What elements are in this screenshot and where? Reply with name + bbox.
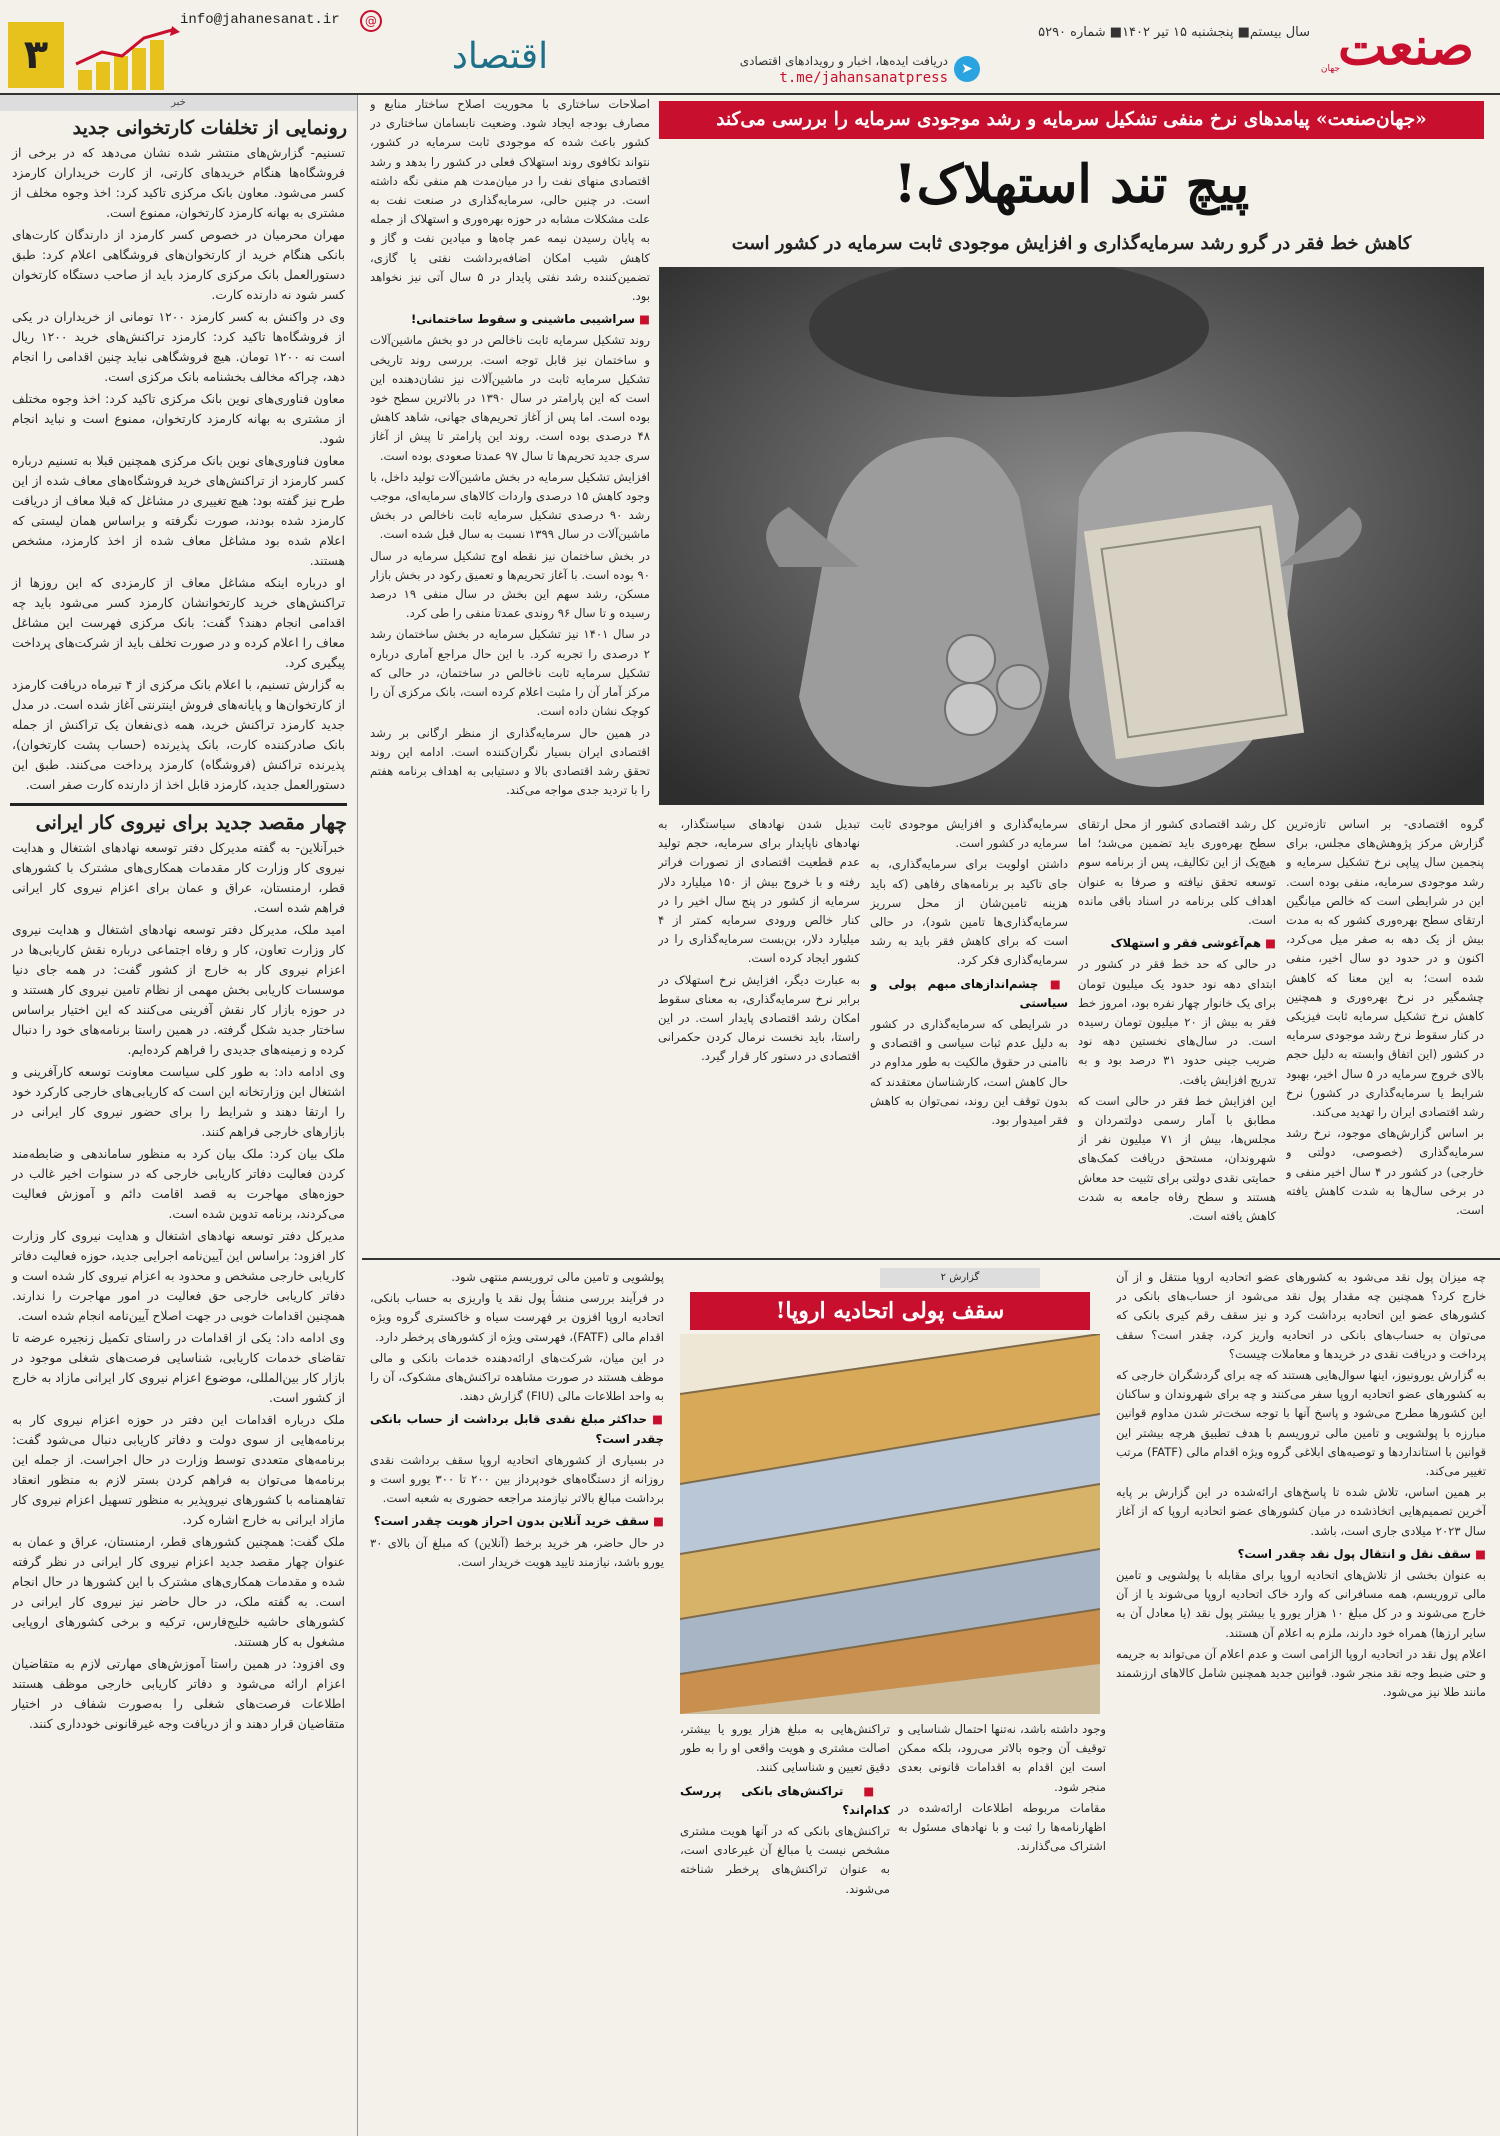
story-kicker-bar: «جهان‌صنعت» پیامدهای نرخ منفی تشکیل سرمایه و رشد موجودی سرمایه را بررسی می‌کند xyxy=(659,101,1484,139)
main-story xyxy=(362,95,1500,1253)
story-body-card-reader xyxy=(0,143,357,795)
second-story-title: سقف پولی اتحادیه اروپا! xyxy=(690,1292,1090,1330)
paragraph: سرمایه‌گذاری و افزایش موجودی ثابت سرمایه در کشور است. xyxy=(870,817,1068,851)
email-icon: @ xyxy=(360,10,382,32)
paragraph: مدیرکل دفتر توسعه نهادهای اشتغال و هدایت نیروی کار وزارت کار افزود: براساس این آیین‌نامه اجرایی جدید، حوزه فعالیت دفاتر کاریابی خارجی مشخص و محدود به اعزام نیروی کار شده است و دفاتر کاریابی خارجی حق فعالیت در امور مهاجرت را ندارند. همچنین اقدامات خوبی در جهت اصلاح آیین‌نامه انجام شده است. xyxy=(12,1229,345,1323)
news-column xyxy=(0,95,358,2136)
paragraph: وی ادامه داد: به طور کلی سیاست معاونت توسعه کارآفرینی و اشتغال این وزارتخانه این است که کاریابی‌های خارجی کارکرد خود را ارتقا دهند و شرایط را برای حضور نیروی کار ایرانی در بازارهای خارجی فراهم کنند. xyxy=(12,1065,345,1139)
paragraph: تسنیم- گزارش‌های منتشر شده نشان می‌دهد که در برخی از فروشگاه‌ها هنگام خریدهای کارتی، از کارت خریداران کارمزد کسر می‌شود. معاون بانک مرکزی تاکید کرد: اخذ وجوه مخلف از مشتری به بهانه کارمزد کارتخوان، ممنوع است. xyxy=(12,146,345,220)
story-body-labor xyxy=(0,838,357,1734)
subheading: ■ سقف نقل و انتقال پول نقد چقدر است؟ xyxy=(1116,1545,1486,1564)
telegram-promo[interactable] xyxy=(650,50,980,90)
paragraph: به گزارش تسنیم، با اعلام بانک مرکزی از ۴ تیرماه دریافت کارمزد از کارتخوان‌ها و پایانه‌های فروش اینترنتی آغاز شده است. در مدل جدید کارمزد تراکنش خرید، همه ذی‌نفعان یک تراکنش از جمله بانک صادرکننده کارت، بانک پذیرنده (حساب پشت کارتخوان)، پذیرنده تراکنش (فروشگاه) کارمزد پرداخت می‌کنند. طبق این دستورالعمل جدید، کارمزد قابل اخذ از دارنده کارت صفر است. xyxy=(12,678,345,792)
paragraph: در همین حال سرمایه‌گذاری از منظر ارگانی بر رشد اقتصادی ایران بسیار نگران‌کننده است. ادامه این روند تحقق رشد اقتصادی بالا و دستیابی به اهداف برنامه هفتم را با تردید جدی مواجه می‌کند. xyxy=(370,725,650,798)
coins-growth-icon xyxy=(72,26,182,90)
logo-subtitle: جهان xyxy=(1320,64,1340,74)
subheading: ■ سراشیبی ماشینی و سقوط ساختمانی! xyxy=(370,310,650,329)
telegram-caption: دریافت ایده‌ها، اخبار و رویدادهای اقتصادی xyxy=(739,54,948,68)
article-column-3 xyxy=(870,815,1068,1245)
paragraph: وی در واکنش به کسر کارمزد ۱۲۰۰ تومانی از خریداران در یکی از فروشگاه‌ها تاکید کرد: کارمزد تراکنش‌های خرید ۱۲۰۰ ریال است نه ۱۲۰۰ تومان. هیچ فروشگاهی نباید چنین اقدامی را انجام دهد، چراکه مخالف بخشنامه بانک مرکزی است. xyxy=(12,310,346,384)
telegram-icon: ➤ xyxy=(954,56,980,82)
paragraph: مهران محرمیان در خصوص کسر کارمزد از دارندگان کارت‌های بانکی هنگام خرید از کارتخوان‌های فروشگاهی اعلام کرد: طبق دستورالعمل بانک مرکزی کارمزد باید از صاحب دستگاه کارتخوان کسر شود نه دارنده کارت. xyxy=(12,228,345,302)
paragraph: در بخش ساختمان نیز نقطه اوج تشکیل سرمایه در سال ۹۰ بوده است. با آغاز تحریم‌ها و تعمیق رکود در بخش بازار مسکن، رشد سهم این بخش در سال منفی ۱۹ درصد رسیده و تا سال ۹۶ روندی عمدتا منفی را طی کرد. xyxy=(370,548,650,621)
paragraph: اعلام پول نقد در اتحادیه اروپا الزامی است و عدم اعلام آن می‌تواند به جریمه و حتی ضبط وجه نقد منجر شود. قوانین جدید همچنین شامل کالاهای ارزشمند مانند طلا نیز می‌شود. xyxy=(1116,1646,1486,1700)
news-kicker: خبر xyxy=(0,95,357,111)
paragraph: به عبارت دیگر، افزایش نرخ استهلاک در برابر نرخ سرمایه‌گذاری، به معنای سقوط امکان رشد اقتصادی پایدار است. در این راستا، باید نخست نرمال کردن حکمرانی اقتصادی در دستور کار قرار گیرد. xyxy=(658,972,860,1064)
subheading: ■ تراکنش‌های بانکی پررسک کدام‌اند؟ xyxy=(680,1782,890,1820)
paragraph: این افزایش خط فقر در حالی است که مطابق با آمار رسمی دولتمردان و مجلس‌ها، بیش از ۷۱ میلیون نفر از شهروندان، مستحق دریافت کمک‌های حمایتی نقدی دولتی برای تثبیت حد معاش هستند و سطح رفاه جامعه به شدت کاهش یافته است. xyxy=(1078,1093,1276,1224)
paragraph: تبدیل شدن نهادهای سیاستگذار، به نهادهای ناپایدار برای سرمایه، حجم تولید عدم قطعیت اقتصادی از تصورات فراتر رفته و با خروج بیش از ۱۵۰ میلیارد دلار سرمایه از کشور در پنج سال اخیر را در کنار خالص ورودی سرمایه کمتر از ۴ میلیارد دلار، بن‌بست سرمایه‌گذاری را در کشور ایجاد کرده است. xyxy=(658,817,860,966)
newspaper-logo: صنعت xyxy=(1338,18,1474,76)
paragraph: پولشویی و تامین مالی تروریسم منتهی شود. xyxy=(451,1270,664,1284)
story-title-labor: چهار مقصد جدید برای نیروی کار ایرانی xyxy=(35,812,347,834)
telegram-link[interactable]: t.me/jahansanatpress xyxy=(779,70,948,86)
subheading: ■ حداکثر مبلغ نقدی قابل برداشت از حساب بانکی چقدر است؟ xyxy=(370,1410,664,1448)
paragraph: معاون فناوری‌های نوین بانک مرکزی تاکید کرد: اخذ وجوه مختلف از مشتری به بهانه کارمزد کارتخوان، ممنوع است و نباید انجام شود. xyxy=(12,392,345,446)
subheading: ■ سقف خرید آنلاین بدون احراز هویت چقدر است؟ xyxy=(370,1512,664,1531)
paragraph: ملک بیان کرد: ملک بیان کرد به منظور ساماندهی و ضابطه‌مند کردن فعالیت دفاتر کاریابی خارجی که در سنوات اخیر غالب در حوزه‌های مهاجرت به قصد اقامت دائم و آموزش فعالیت می‌کردند، برنامه تدوین شده است. xyxy=(12,1147,345,1221)
main-subheadline: کاهش خط فقر در گرو رشد سرمایه‌گذاری و افزایش موجودی ثابت سرمایه در کشور است xyxy=(731,233,1412,254)
report-tag: گزارش ۲ xyxy=(880,1268,1040,1288)
story2-column-3 xyxy=(680,1720,890,2134)
paragraph: معاون فناوری‌های نوین بانک مرکزی همچنین قبلا به تسنیم درباره کسر کارمزد از تراکنش‌های خرید فروشگاه‌های معاف شده از این طرح نیز گفته بود: هیچ تغییری در مشاغل که قبلا معاف از دریافت کارمزد شده بودند، صورت نگرفته و براساس همان لیستی که اعلام شده بود مشاغل معاف شده از اخذ کارمزد، مشخص هستند. xyxy=(12,454,345,568)
page-header xyxy=(0,0,1500,95)
paragraph: کل رشد اقتصادی کشور از محل ارتقای سطح بهره‌وری باید تضمین می‌شد؛ اما هیچ‌یک از این تکالیف، پس از برنامه سوم توسعه تحقق نیافته و صرفا به عنوان اهداف کلی برنامه در اسناد باقی مانده است. xyxy=(1078,817,1276,928)
article-column-5 xyxy=(370,95,650,1245)
paragraph: در این میان، شرکت‌های ارائه‌دهنده خدمات بانکی و مالی موظف هستند در صورت مشاهده تراکنش‌های مشکوک، آن را به واحد اطلاعات مالی (FIU) گزارش دهند. xyxy=(370,1350,664,1404)
story2-column-4 xyxy=(370,1268,664,2134)
section-title: اقتصاد xyxy=(451,36,549,77)
paragraph: روند تشکیل سرمایه ثابت ناخالص در دو بخش ماشین‌آلات و ساختمان نیز قابل توجه است. بررسی روند تاریخی تشکیل سرمایه ثابت در ماشین‌آلات نیز نشان‌دهنده این است که این پارامتر در سال ۱۳۹۰ در بالاترین سطح خود بوده است. اما پس از آغاز تحریم‌های جهانی، شاهد کاهش ۴۸ درصدی بوده است. روند این پارامتر تا پیش از آغاز سری جدید تحریم‌ها تا سال ۹۷ عمدتا صعودی بوده است. xyxy=(370,333,650,463)
article-column-1 xyxy=(1286,815,1484,1245)
paragraph: افزایش تشکیل سرمایه در بخش ماشین‌آلات تولید داخل، با وجود کاهش ۱۵ درصدی واردات کالاهای سرمایه‌ای، موجب رشد ۹۰ درصدی تشکیل سرمایه ثابت ناخالص در بخش ماشین‌آلات در سال ۱۳۹۹ نسبت به سال قبل شده است. xyxy=(370,469,650,542)
subheading: ■ چشم‌اندازهای مبهم پولی و سیاستی xyxy=(870,975,1068,1013)
paragraph: وی ادامه داد: یکی از اقدامات در راستای تکمیل زنجیره عرضه تا تقاضای خدمات کاریابی، شناسایی فرصت‌های شغلی موجود در بازار کار بین‌المللی، موضوع اعزام نیروی کار ایرانی مازاد به خارج از کشور است. xyxy=(12,1331,345,1405)
paragraph: خبرآنلاین- به گفته مدیرکل دفتر توسعه نهادهای اشتغال و هدایت نیروی کار وزارت کار مقدمات همکاری‌های مشترک با کشورهای قطر، ارمنستان، عراق و عمان برای اعزام نیروی کار ایرانی فراهم شده است. xyxy=(12,841,345,915)
paragraph: وی افزود: در همین راستا آموزش‌های مهارتی لازم به متقاضیان اعزام ارائه می‌شود و دفاتر کاریابی خارجی موظف هستند اطلاعات فرصت‌های شغلی را به‌صورت شفاف در اختیار متقاضیان قرار دهند و از دریافت وجه غیرقانونی خودداری کنند. xyxy=(12,1657,345,1731)
paragraph: تراکنش‌های بانکی که در آنها هویت مشتری مشخص نیست یا مبالغ آن غیرعادی است، به عنوان تراکنش‌های پرخطر شناخته می‌شوند. xyxy=(680,1824,890,1896)
paragraph: مقامات مربوطه اطلاعات ارائه‌شده در اظهارنامه‌ها را ثبت و با نهادهای مسئول به اشتراک می‌گذارند. xyxy=(898,1800,1106,1854)
article-column-2 xyxy=(1078,815,1276,1245)
paragraph: در حال حاضر، هر خرید برخط (آنلاین) که مبلغ آن بالای ۳۰ یورو باشد، نیازمند تایید هویت خریدار است. xyxy=(370,1535,664,1569)
paragraph: امید ملک، مدیرکل دفتر توسعه نهادهای اشتغال و هدایت نیروی کار وزارت تعاون، کار و رفاه اجتماعی درباره نقش کاریابی‌ها در اعزام نیروی کار به خارج از کشور گفت: در همه جای دنیا موسسات کاریابی بخش مهمی از نظام تامین نیروی کار هستند و در حوزه بازار کار نقش آفرینی می‌کنند که این اختیار براساس ساختار جدید شکل گرفته. در همین راستا برنامه‌های خود را دنبال کرده و زمینه‌های جدیدی را فراهم کرده‌ایم. xyxy=(12,923,345,1057)
issue-info: سال بیستم■ پنجشنبه ۱۵ تیر ۱۴۰۲■ شماره ۵۲۹۰ xyxy=(1038,25,1310,40)
paragraph: به گزارش یورونیوز، اینها سوال‌هایی هستند که چه برای گردشگران خارجی که به کشورهای عضو اتحادیه اروپا سفر می‌کنند و چه برای شهروندان و ساکنان این کشورها مطرح می‌شود و پاسخ آنها با توجه سخت‌تر شدن مداوم قوانین مبارزه با پولشویی و تامین مالی تروریسم با هدف تطبیق هرچه بیشتر این قوانین با استانداردها و توصیه‌های ابلاغی گروه ویژه اقدام مالی (FATF) مرتب تغییر می‌کند. xyxy=(1116,1368,1486,1479)
paragraph: بر همین اساس، تلاش شده تا پاسخ‌های ارائه‌شده در این گزارش بر پایه آخرین تصمیم‌هایی اتخاذشده در میان کشورهای عضو اتحادیه اروپا که از آغاز سال ۲۰۲۳ میلادی جاری است، باشد. xyxy=(1116,1485,1486,1538)
paragraph: بر اساس گزارش‌های موجود، نرخ رشد سرمایه‌گذاری (خصوصی، دولتی و خارجی) در کشور در ۴ سال اخیر منفی و در برخی سال‌ها به شدت کاهش یافته است. xyxy=(1286,1126,1484,1218)
main-headline: پیچ تند استهلاک! xyxy=(893,154,1250,215)
paragraph: وجود داشته باشد، نه‌تنها احتمال شناسایی و توقیف آن وجوه بالاتر می‌رود، بلکه ممکن است این اقدام به اقدامات قانونی بعدی منجر شود. xyxy=(898,1722,1106,1794)
paragraph: چه میزان پول نقد می‌شود به کشورهای عضو اتحادیه اروپا منتقل و از آن خارج کرد؟ همچنین چه مقدار پول نقد می‌شود از حساب‌های بانکی در کشورهای عضو این اتحادیه برداشت کرد و نیز سقف رقم کیری بانکی که می‌توان به حساب‌های بانکی در اتحادیه واریز کرد، چقدر است؟ سقف پرداخت و دریافت نقدی در خریدها و معاملات چیست؟ xyxy=(1116,1270,1486,1361)
paragraph: در فرآیند بررسی منشأ پول نقد یا واریزی به حساب بانکی، اتحادیه اروپا افزون بر فهرست سیاه و خاکستری گروه ویژه اقدام مالی (FATF)، فهرستی ویژه از کشورهای پرخطر دارد. xyxy=(370,1291,664,1344)
second-story xyxy=(362,1258,1500,2136)
paragraph: تراکنش‌هایی به مبلغ هزار یورو یا بیشتر، اصالت مشتری و هویت واقعی او را به طور دقیق تعیین و شناسایی کنند. xyxy=(680,1722,890,1775)
paragraph: داشتن اولویت برای سرمایه‌گذاری، به جای تاکید بر برنامه‌های رفاهی (که باید هزینه تامین‌شان از محل سرریز سرمایه‌گذاری‌ها تامین شود)، در حالی است که برای کاهش فقر باید به رشد سرمایه‌گذاری فکر کرد. xyxy=(870,857,1068,968)
page-number: ۳ xyxy=(8,22,64,88)
article-column-4 xyxy=(658,815,860,1245)
story2-column-2 xyxy=(898,1720,1106,2134)
gloved-hands-money-photo xyxy=(659,267,1484,805)
paragraph: اصلاحات ساختاری با محوریت اصلاح ساختار منابع و مصارف بودجه ایجاد شود. وضعیت نابسامان ساختاری در کشور باعث شده که موجودی ثابت سرمایه در کشور، نتواند تکافوی روند استهلاک فعلی در کشور را بدهد و رشد اقتصادی منهای نفت را در میان‌مدت هم منفی نگه داشته است. در چنین حالی، سرمایه‌گذاری در صنعت نفت به علت مشکلات مشابه در حوزه بهره‌وری و استهلاک از جمله به پایان رسیدن نیمه عمر چاه‌ها و میادین نفت و گاز و کاهش شیب امکان اضافه‌برداشت نفتی یا گازی، تضمین‌کننده رشد نفتی پایدار در ۵ سال آتی نیز نخواهد بود. xyxy=(370,97,650,304)
subheading: ■ هم‌آغوشی فقر و استهلاک xyxy=(1078,934,1276,953)
euro-banknotes-photo xyxy=(680,1334,1100,1714)
paragraph: به عنوان بخشی از تلاش‌های اتحادیه اروپا برای مقابله با پولشویی و تامین مالی تروریسم، همه مسافرانی که وارد خاک اتحادیه اروپا می‌شوند یا از آن خارج می‌شوند و در کل مبلغ ۱۰ هزار یورو یا بیشتر پول نقد (یا معادل آن به سایر ارزها) همراه خود دارند، ملزم به اعلام آن هستند. xyxy=(1116,1568,1486,1640)
paragraph: ملک درباره اقدامات این دفتر در حوزه اعزام نیروی کار به برنامه‌هایی از سوی دولت و دفاتر کاریابی دنبال می‌شود گفت: برنامه‌های متعددی توسط وزارت در حال اجراست. از جمله این برنامه‌ها می‌توان به فراهم کردن بستر لازم به منظور انعقاد تفاهمنامه با کشورهای نیروپذیر به منظور تسهیل اعزام نیروی کار مازاد ایرانی به خارج اشاره کرد. xyxy=(12,1413,345,1527)
paragraph: در شرایطی که سرمایه‌گذاری در کشور به دلیل عدم ثبات سیاسی و اقتصادی و ناامنی در حقوق مالکیت به طور مداوم در حال کاهش است، کارشناسان معتقدند که بدون توقف این روند، نمی‌توان به کاهش فقر امیدوار بود. xyxy=(870,1017,1068,1128)
email-link[interactable]: info@jahanesanat.ir xyxy=(180,12,340,28)
story2-column-1 xyxy=(1116,1268,1486,2134)
story-title-card-reader: رونمایی از تخلفات کارتخوانی جدید xyxy=(72,117,347,139)
paragraph: در سال ۱۴۰۱ نیز تشکیل سرمایه در بخش ساختمان رشد ۲ درصدی را تجربه کرد. با این حال مراجع آماری درباره تشکیل سرمایه ثابت ناخالص در ساختمان، در حالی که مرکز آمار آن را مثبت اعلام کرده است، بانک مرکزی آن را کوچک نشان داده است. xyxy=(370,627,650,719)
paragraph: در حالی که حد خط فقر در کشور در ابتدای دهه نود حدود یک میلیون تومان برای یک خانوار چهار نفره بود، امروز خط فقر به بیش از ۲۰ میلیون تومان رسیده است. در سال‌های نخستین دهه نود ضریب جینی حدود ۳۱ درصد بود و به تدریج افزایش یافت. xyxy=(1078,957,1276,1087)
paragraph: او درباره اینکه مشاغل معاف از کارمزدی که این روزها از تراکنش‌های خرید کارتخوانشان کارمزد کسر می‌شود باید چه اقدامی انجام دهند؟ گفت: بانک مرکزی فهرست این مشاغل معاف را اعلام کرده و در صورت تخلف باید از شرکت‌های پرداخت پیگیری کرد. xyxy=(12,576,345,670)
paragraph: در بسیاری از کشورهای اتحادیه اروپا سقف برداشت نقدی روزانه از دستگاه‌های خودپرداز بین ۲۰۰ تا ۳۰۰ یورو است و برداشت مبالغ بالاتر نیازمند مراجعه حضوری به شعبه است. xyxy=(370,1452,664,1506)
paragraph: گروه اقتصادی- بر اساس تازه‌ترین گزارش مرکز پژوهش‌های مجلس، برای پنجمین سال پیاپی نرخ تشکیل سرمایه و رشد موجودی سرمایه، منفی بوده است. این در شرایطی است که خالص میانگین ارتقای سطح بهره‌وری کشور که به مدت بیش از یک دهه به صفر میل می‌کرد، اکنون و در حدود دو سال اخیر، منفی شده است؛ به این معنا که کاهش چشمگیر در نرخ بهره‌وری و همچنین کاهش نرخ تشکیل سرمایه ثابت فیزیکی در کنار سقوط نرخ رشد موجودی سرمایه در کشور (این اتفاق وابسته به دلیل حجم بالای خروج سرمایه در ۵ سال اخیر، بهبود شرایط یا سرمایه‌گذاری در کشور) نرخ رشد اقتصادی ایران را تهدید می‌کند. xyxy=(1286,817,1484,1120)
paragraph: ملک گفت: همچنین کشورهای قطر، ارمنستان، عراق و عمان به عنوان چهار مقصد جدید اعزام نیروی کار ایرانی در نظر گرفته شده و مقدمات همکاری‌های مشترک با این کشورها در حال انجام است. به گفته ملک، در حال حاضر نیز نیروی کار ایرانی در کشورهای حاشیه خلیج‌فارس، ترکیه و برخی کشورهای اروپایی مشغول به کار هستند. xyxy=(12,1535,345,1649)
